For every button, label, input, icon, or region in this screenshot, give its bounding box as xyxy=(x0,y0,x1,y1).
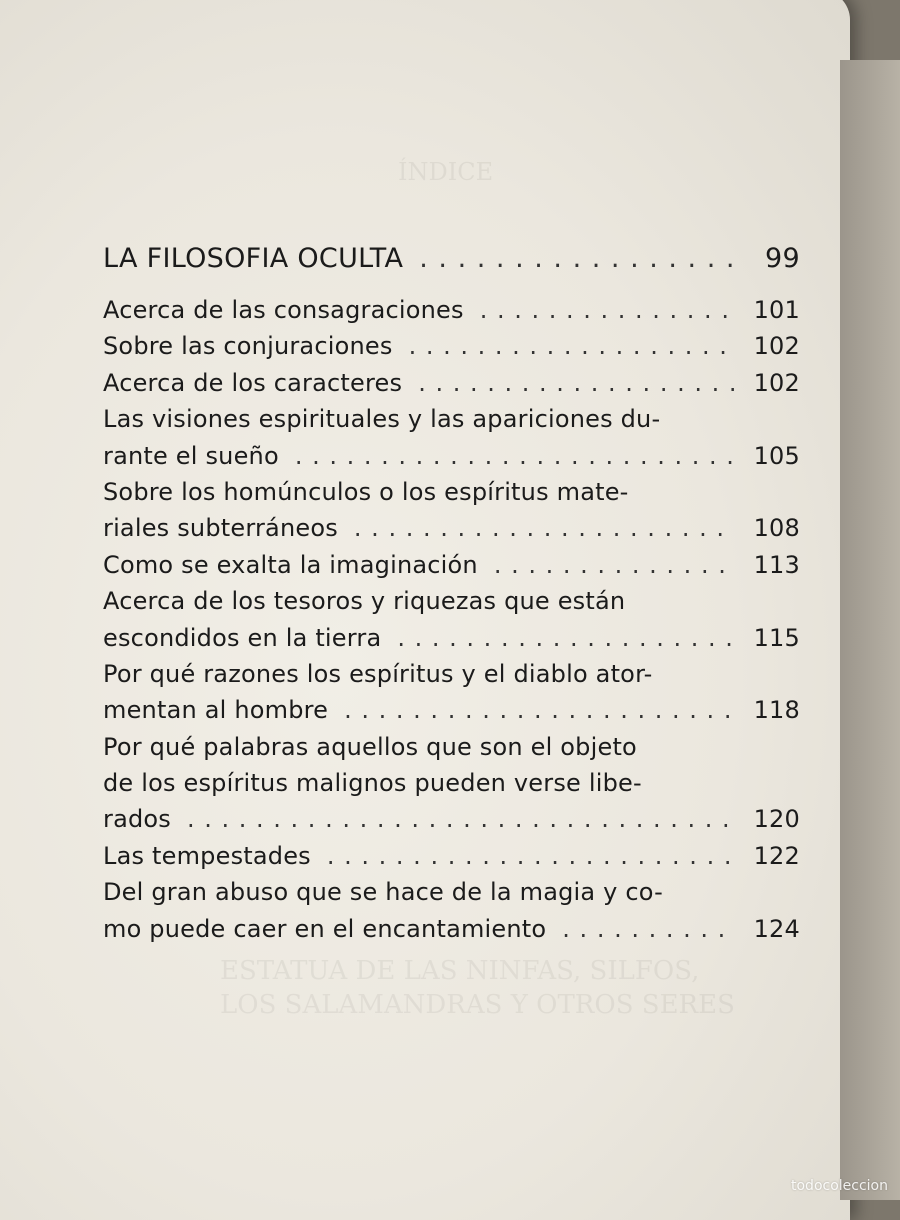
page-number: 101 xyxy=(753,296,800,324)
dot-leader xyxy=(327,838,736,874)
entry-text: riales subterráneos xyxy=(103,514,338,543)
next-page-edge xyxy=(840,60,900,1200)
toc-entry-line xyxy=(103,328,800,364)
toc-heading xyxy=(103,236,800,282)
entry-text: Por qué razones los espíritus y el diablo ator- xyxy=(103,659,653,688)
show-through-text: LOS SALAMANDRAS Y OTROS SERES xyxy=(220,990,735,1020)
entry-text: escondidos en la tierra xyxy=(103,623,382,652)
dot-leader xyxy=(480,292,736,328)
watermark-text: todocoleccion xyxy=(791,1178,888,1194)
dot-leader xyxy=(562,911,736,947)
toc-entry-line xyxy=(103,401,800,437)
toc-entry-line xyxy=(103,583,800,619)
toc-entry-line xyxy=(103,365,800,401)
entry-text: Acerca de los tesoros y riquezas que están xyxy=(103,587,626,616)
toc-entry-line xyxy=(103,656,800,692)
table-of-contents xyxy=(103,236,800,947)
toc-entry-line xyxy=(103,620,800,656)
page-number: 113 xyxy=(753,550,800,579)
entry-text: Como se exalta la imaginación xyxy=(103,550,478,579)
page-number: 118 xyxy=(753,696,800,725)
toc-entry-line xyxy=(103,474,800,510)
toc-entry-line xyxy=(103,874,800,910)
page-number: 124 xyxy=(753,914,800,943)
page-number: 102 xyxy=(753,368,800,397)
toc-entry-line xyxy=(103,765,800,801)
dot-leader xyxy=(494,547,736,583)
entry-text: Las visiones espirituales y las apariciones du- xyxy=(103,405,661,434)
toc-entry-line xyxy=(103,547,800,583)
dot-leader xyxy=(397,620,736,656)
toc-entry-line xyxy=(103,838,800,874)
dot-leader xyxy=(354,510,736,546)
page-number: 102 xyxy=(753,332,800,361)
dot-leader xyxy=(187,801,736,837)
entry-text: Por qué palabras aquellos que son el objeto xyxy=(103,732,637,761)
page-number: 105 xyxy=(753,441,800,470)
entry-text: mentan al hombre xyxy=(103,696,329,725)
entry-text: Del gran abuso que se hace de la magia y co- xyxy=(103,878,663,907)
show-through-text: ÍNDICE xyxy=(398,158,494,186)
page-number: 115 xyxy=(753,623,800,652)
toc-entry-line xyxy=(103,911,800,947)
entry-text: Acerca de las consagraciones xyxy=(103,296,464,324)
page-number: 120 xyxy=(753,805,800,834)
entry-text: Sobre las conjuraciones xyxy=(103,332,393,361)
page-number: 99 xyxy=(765,243,800,274)
show-through-text: ESTATUA DE LAS NINFAS, SILFOS, xyxy=(220,956,700,986)
page-number: 122 xyxy=(753,841,800,870)
toc-entry-line xyxy=(103,292,800,328)
toc-entry-line xyxy=(103,729,800,765)
entry-text: rados xyxy=(103,805,171,834)
dot-leader xyxy=(295,438,736,474)
toc-entry-line xyxy=(103,438,800,474)
toc-entry-line xyxy=(103,692,800,728)
entry-text: mo puede caer en el encantamiento xyxy=(103,914,547,943)
entry-text: Acerca de los caracteres xyxy=(103,368,403,397)
dot-leader xyxy=(409,328,736,364)
entry-text: rante el sueño xyxy=(103,441,279,470)
entry-text: Sobre los homúnculos o los espíritus mate- xyxy=(103,477,629,506)
entry-text: Las tempestades xyxy=(103,841,311,870)
page-number: 108 xyxy=(753,514,800,543)
section-title: LA FILOSOFIA OCULTA xyxy=(103,243,404,274)
toc-entries xyxy=(103,292,800,947)
toc-entry-line xyxy=(103,510,800,546)
dot-leader xyxy=(344,692,736,728)
dot-leader xyxy=(418,365,736,401)
dot-leader xyxy=(419,236,736,282)
entry-text: de los espíritus malignos pueden verse libe- xyxy=(103,769,642,798)
toc-entry-line xyxy=(103,801,800,837)
